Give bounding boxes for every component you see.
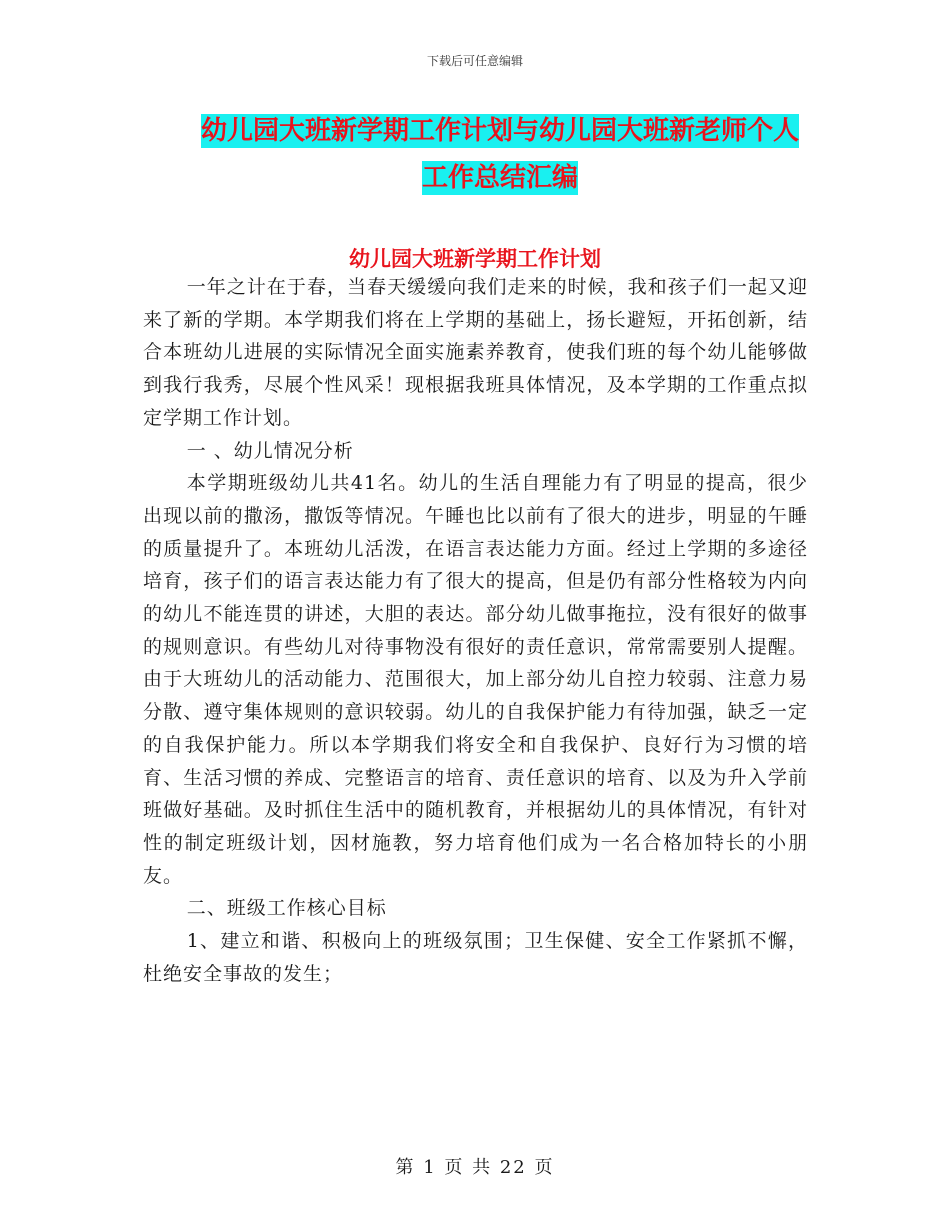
document-title — [150, 108, 850, 202]
heading-class-goals: 二、班级工作核心目标 — [186, 897, 387, 920]
paragraph-child-analysis: 本学期班级幼儿共41名。幼儿的生活自理能力有了明显的提高，很少出现以前的撒汤，撒饭等情况。午睡也比以前有了很大的进步，明显的午睡的质量提升了。本班幼儿活泼，在语言表达能力方面。经过上学期的多途径培育，孩子们的语言表达能力有了很大的提高，但是仍有部分性格较为内向的幼儿不能连贯的讲述，大胆的表达。部分幼儿做事拖拉，没有很好的做事的规则意识。有些幼儿对待事物没有很好的责任意识，常常需要别人提醒。由于大班幼儿的活动能力、范围很大，加上部分幼儿自控力较弱、注意力易分散、遵守集体规则的意识较弱。幼儿的自我保护能力有待加强，缺乏一定的自我保护能力。所以本学期我们将安全和自我保护、良好行为习惯的培育、生活习惯的养成、完整语言的培育、责任意识的培育、以及为升入学前班做好基础。及时抓住生活中的随机教育，并根据幼儿的具体情况，有针对性的制定班级计划，因材施教，努力培育他们成为一名合格加特长的小朋友。 — [143, 472, 808, 887]
paragraph-intro: 一年之计在于春，当春天缓缓向我们走来的时候，我和孩子们一起又迎来了新的学期。本学期我们将在上学期的基础上，扬长避短，开拓创新，结合本班幼儿进展的实际情况全面实施素养教育，使我们班的每个幼儿能够做到我行我秀，尽展个性风采！现根据我班具体情况，及本学期的工作重点拟定学期工作计划。 — [143, 276, 808, 429]
section-title: 幼儿园大班新学期工作计划 — [349, 247, 601, 271]
document-body — [143, 271, 808, 990]
heading-child-analysis: 一 、幼儿情况分析 — [186, 439, 354, 462]
document-title-line-2: 工作总结汇编 — [421, 163, 578, 193]
paragraph-goal-1: 1、建立和谐、积极向上的班级氛围；卫生保健、安全工作紧抓不懈，杜绝安全事故的发生； — [143, 930, 808, 985]
document-title-line-1: 幼儿园大班新学期工作计划与幼儿园大班新老师个人 — [200, 116, 799, 146]
header-note: 下载后可任意编辑 — [426, 54, 523, 68]
page-footer: 第 1 页 共 22 页 — [395, 1157, 555, 1178]
